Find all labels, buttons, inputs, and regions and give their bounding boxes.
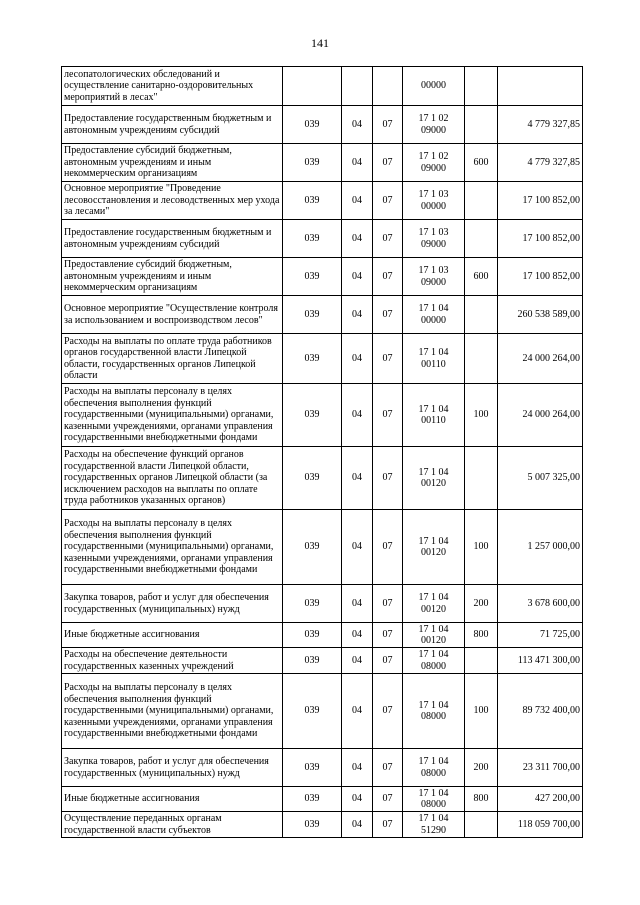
subsection-code: 07 [373,220,403,258]
ministry-code: 039 [283,334,342,384]
table-row [62,585,583,623]
table-row [62,258,583,296]
subsection-code: 07 [373,749,403,787]
section-code: 04 [342,674,373,749]
target-article: 17 1 04 08000 [403,749,465,787]
target-article: 17 1 02 09000 [403,144,465,182]
target-article: 00000 [403,67,465,106]
budget-table [61,66,583,838]
expense-type [465,334,498,384]
expense-type: 800 [465,787,498,812]
subsection-code: 07 [373,296,403,334]
ministry-code: 039 [283,106,342,144]
subsection-code: 07 [373,812,403,838]
target-article: 17 1 03 00000 [403,182,465,220]
row-name: Иные бюджетные ассигнования [62,623,283,648]
row-name: Расходы на обеспечение функций органов государственной власти Липецкой области, государственных органов Липецкой области (за исключением расходов на выплаты по оплате труда работников указанных органов) [62,447,283,510]
amount: 17 100 852,00 [498,182,583,220]
ministry-code: 039 [283,220,342,258]
amount: 24 000 264,00 [498,334,583,384]
section-code: 04 [342,384,373,447]
ministry-code: 039 [283,749,342,787]
row-name: Основное мероприятие "Проведение лесовосстановления и лесоводственных мер ухода за лесами" [62,182,283,220]
row-name: Расходы на выплаты персоналу в целях обеспечения выполнения функций государственными (муниципальными) органами, казенными учреждениями, органами управления государственными внебюджетными фондами [62,510,283,585]
section-code: 04 [342,296,373,334]
section-code: 04 [342,749,373,787]
amount: 4 779 327,85 [498,144,583,182]
table-row [62,182,583,220]
table-row [62,623,583,648]
expense-type [465,220,498,258]
expense-type [465,447,498,510]
ministry-code: 039 [283,258,342,296]
section-code: 04 [342,812,373,838]
section-code: 04 [342,648,373,674]
section-code: 04 [342,334,373,384]
expense-type [465,106,498,144]
section-code: 04 [342,258,373,296]
table-row [62,447,583,510]
amount: 118 059 700,00 [498,812,583,838]
amount: 427 200,00 [498,787,583,812]
target-article: 17 1 04 08000 [403,648,465,674]
target-article: 17 1 04 00000 [403,296,465,334]
ministry-code: 039 [283,447,342,510]
target-article: 17 1 04 51290 [403,812,465,838]
row-name: Предоставление государственным бюджетным и автономным учреждениям субсидий [62,106,283,144]
target-article: 17 1 02 09000 [403,106,465,144]
amount: 5 007 325,00 [498,447,583,510]
target-article: 17 1 04 00120 [403,510,465,585]
subsection-code: 07 [373,258,403,296]
expense-type [465,67,498,106]
amount: 89 732 400,00 [498,674,583,749]
section-code [342,67,373,106]
target-article: 17 1 04 00110 [403,384,465,447]
table-row [62,648,583,674]
row-name: Закупка товаров, работ и услуг для обеспечения государственных (муниципальных) нужд [62,585,283,623]
amount: 17 100 852,00 [498,220,583,258]
section-code: 04 [342,787,373,812]
ministry-code: 039 [283,296,342,334]
table-row [62,144,583,182]
target-article: 17 1 03 09000 [403,220,465,258]
subsection-code: 07 [373,510,403,585]
subsection-code: 07 [373,585,403,623]
section-code: 04 [342,510,373,585]
subsection-code [373,67,403,106]
row-name: Предоставление субсидий бюджетным, автономным учреждениям и иным некоммерческим организациям [62,144,283,182]
expense-type: 200 [465,749,498,787]
subsection-code: 07 [373,182,403,220]
ministry-code: 039 [283,384,342,447]
target-article: 17 1 03 09000 [403,258,465,296]
table-row [62,67,583,106]
row-name: Осуществление переданных органам государственной власти субъектов [62,812,283,838]
expense-type: 200 [465,585,498,623]
section-code: 04 [342,220,373,258]
ministry-code: 039 [283,787,342,812]
target-article: 17 1 04 00120 [403,623,465,648]
row-name: Расходы на выплаты персоналу в целях обеспечения выполнения функций государственными (муниципальными) органами, казенными учреждениями, органами управления государственными внебюджетными фондами [62,384,283,447]
target-article: 17 1 04 00120 [403,585,465,623]
table-body [62,67,583,838]
subsection-code: 07 [373,623,403,648]
expense-type: 600 [465,144,498,182]
section-code: 04 [342,447,373,510]
ministry-code: 039 [283,623,342,648]
amount: 23 311 700,00 [498,749,583,787]
section-code: 04 [342,106,373,144]
table-row [62,510,583,585]
ministry-code [283,67,342,106]
row-name: Расходы на обеспечение деятельности государственных казенных учреждений [62,648,283,674]
amount: 113 471 300,00 [498,648,583,674]
amount: 17 100 852,00 [498,258,583,296]
ministry-code: 039 [283,674,342,749]
row-name: Основное мероприятие "Осуществление контроля за использованием и воспроизводством лесов" [62,296,283,334]
amount: 260 538 589,00 [498,296,583,334]
row-name: Расходы на выплаты по оплате труда работников органов государственной власти Липецкой области, государственных органов Липецкой области [62,334,283,384]
table-row [62,296,583,334]
expense-type: 800 [465,623,498,648]
amount: 3 678 600,00 [498,585,583,623]
expense-type: 100 [465,674,498,749]
target-article: 17 1 04 08000 [403,787,465,812]
subsection-code: 07 [373,384,403,447]
row-name: Расходы на выплаты персоналу в целях обеспечения выполнения функций государственными (муниципальными) органами, казенными учреждениями, органами управления государственными внебюджетными фондами [62,674,283,749]
row-name: Предоставление государственным бюджетным и автономным учреждениям субсидий [62,220,283,258]
table-row [62,749,583,787]
amount: 1 257 000,00 [498,510,583,585]
row-name: Иные бюджетные ассигнования [62,787,283,812]
table-row [62,812,583,838]
subsection-code: 07 [373,447,403,510]
subsection-code: 07 [373,674,403,749]
expense-type [465,812,498,838]
section-code: 04 [342,585,373,623]
amount: 24 000 264,00 [498,384,583,447]
expense-type [465,296,498,334]
expense-type: 600 [465,258,498,296]
subsection-code: 07 [373,106,403,144]
section-code: 04 [342,623,373,648]
table-row [62,106,583,144]
row-name: лесопатологических обследований и осуществление санитарно-оздоровительных мероприятий в лесах" [62,67,283,106]
section-code: 04 [342,144,373,182]
page-number: 141 [311,36,329,50]
subsection-code: 07 [373,648,403,674]
target-article: 17 1 04 00120 [403,447,465,510]
amount: 71 725,00 [498,623,583,648]
row-name: Закупка товаров, работ и услуг для обеспечения государственных (муниципальных) нужд [62,749,283,787]
table-row [62,674,583,749]
expense-type: 100 [465,384,498,447]
ministry-code: 039 [283,144,342,182]
ministry-code: 039 [283,182,342,220]
target-article: 17 1 04 08000 [403,674,465,749]
amount: 4 779 327,85 [498,106,583,144]
table-row [62,334,583,384]
ministry-code: 039 [283,510,342,585]
expense-type: 100 [465,510,498,585]
ministry-code: 039 [283,648,342,674]
row-name: Предоставление субсидий бюджетным, автономным учреждениям и иным некоммерческим организациям [62,258,283,296]
table-row [62,220,583,258]
expense-type [465,648,498,674]
ministry-code: 039 [283,585,342,623]
table-row [62,384,583,447]
amount [498,67,583,106]
table-row [62,787,583,812]
subsection-code: 07 [373,144,403,182]
subsection-code: 07 [373,334,403,384]
target-article: 17 1 04 00110 [403,334,465,384]
subsection-code: 07 [373,787,403,812]
ministry-code: 039 [283,812,342,838]
section-code: 04 [342,182,373,220]
expense-type [465,182,498,220]
